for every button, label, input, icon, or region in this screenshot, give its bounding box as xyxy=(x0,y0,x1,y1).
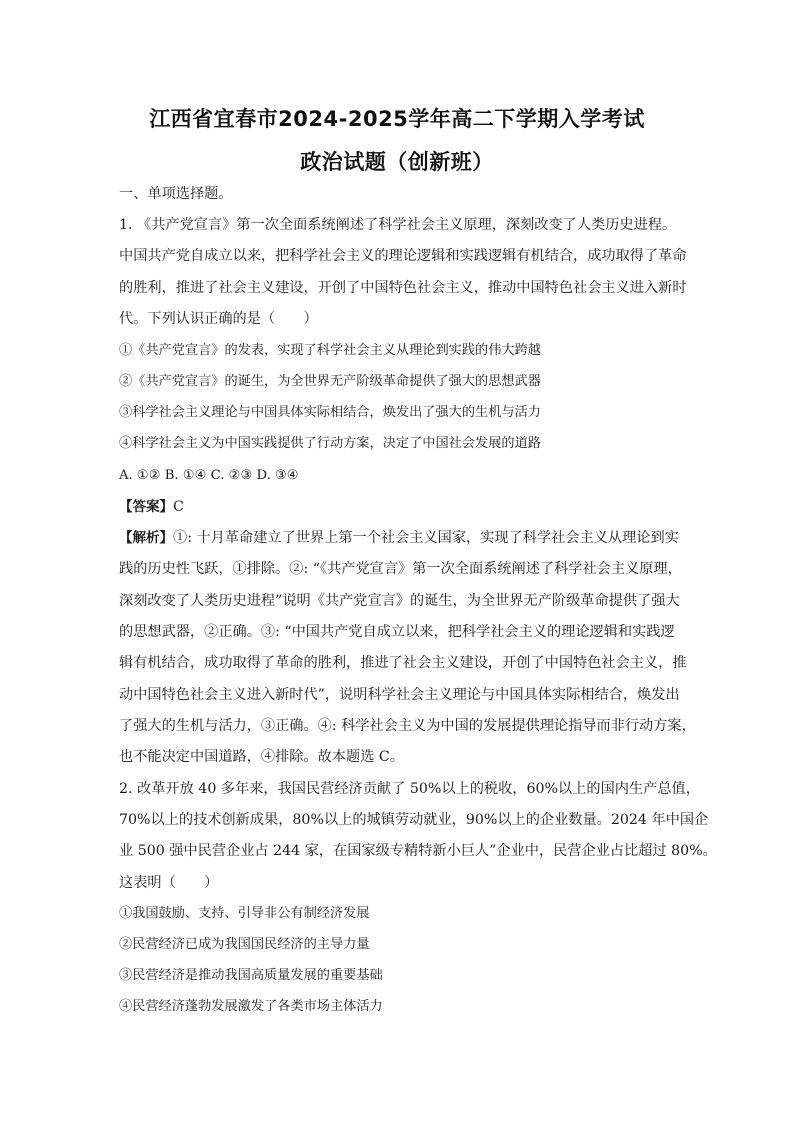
q1-analysis-line: 了强大的生机与活力，③正确。④: 科学社会主义为中国的发展提供理论指导而非行动方案， xyxy=(119,718,696,734)
q1-answer xyxy=(119,497,184,517)
q1-option: ④科学社会主义为中国实践提供了行动方案，决定了中国社会发展的道路 xyxy=(119,436,541,451)
document-subtitle: 政治试题（创新班） xyxy=(300,150,494,174)
document-title: 江西省宜春市2024-2025学年高二下学期入学考试 xyxy=(149,107,645,131)
q1-analysis-line: 践的历史性飞跃，①排除。②: “《共产党宣言》第一次全面系统阐述了科学社会主义原理， xyxy=(119,561,682,577)
analysis-label: 【解析】 xyxy=(119,530,173,546)
q1-option: ③科学社会主义理论与中国具体实际相结合，焕发出了强大的生机与活力 xyxy=(119,405,541,420)
q1-analysis-line: 的思想武器，②正确。③: “中国共产党自成立以来，把科学社会主义的理论逻辑和实践逻 xyxy=(119,624,675,640)
q1-stem-line: 1. 《共产党宣言》第一次全面系统阐述了科学社会主义原理，深刻改变了人类历史进程。 xyxy=(119,217,677,233)
analysis-text: ①: 十月革命建立了世界上第一个社会主义国家，实现了科学社会主义从理论到实 xyxy=(173,530,679,546)
q1-analysis-line: 动中国特色社会主义进入新时代”，说明科学社会主义理论与中国具体实际相结合，焕发出 xyxy=(119,687,680,703)
q1-stem-line: 代。下列认识正确的是（ ） xyxy=(119,311,318,327)
q2-stem-line: 业 500 强中民营企业占 244 家，在国家级专精特新小巨人”企业中，民营企业占比超过 80%。 xyxy=(119,843,717,859)
q2-stem-line: 这表明（ ） xyxy=(119,875,219,891)
section-heading: 一、单项选择题。 xyxy=(119,186,233,202)
q1-analysis-line: 也不能决定中国道路，④排除。故本题选 C。 xyxy=(119,749,404,765)
q2-stem-line: 70%以上的技术创新成果，80%以上的城镇劳动就业，90%以上的企业数量。2024 年中国企 xyxy=(119,812,709,828)
q1-analysis-line xyxy=(119,528,679,548)
answer-value: C xyxy=(173,499,184,515)
q2-option: ②民营经济已成为我国国民经济的主导力量 xyxy=(119,937,370,952)
q1-analysis-line: 深刻改变了人类历史进程”说明《共产党宣言》的诞生，为全世界无产阶级革命提供了强大 xyxy=(119,593,680,609)
q1-stem-line: 的胜利，推进了社会主义建设，开创了中国特色社会主义，推动中国特色社会主义进入新时 xyxy=(119,280,687,296)
q1-analysis-line: 辑有机结合，成功取得了革命的胜利，推进了社会主义建设，开创了中国特色社会主义，推 xyxy=(119,655,687,671)
q2-stem-line: 2. 改革开放 40 多年来，我国民营经济贡献了 50%以上的税收，60%以上的国内生产总值， xyxy=(119,781,700,797)
q1-stem-line: 中国共产党自成立以来，把科学社会主义的理论逻辑和实践逻辑有机结合，成功取得了革命 xyxy=(119,248,687,264)
answer-label: 【答案】 xyxy=(119,499,173,515)
q2-option: ③民营经济是推动我国高质量发展的重要基础 xyxy=(119,968,383,983)
q2-option: ①我国鼓励、支持、引导非公有制经济发展 xyxy=(119,906,370,921)
q1-option: ①《共产党宣言》的发表，实现了科学社会主义从理论到实践的伟大跨越 xyxy=(119,343,541,358)
q1-option: ②《共产党宣言》的诞生，为全世界无产阶级革命提供了强大的思想武器 xyxy=(119,374,541,389)
q1-choices: A. ①② B. ①④ C. ②③ D. ③④ xyxy=(119,468,299,483)
q2-option: ④民营经济蓬勃发展激发了各类市场主体活力 xyxy=(119,999,383,1014)
